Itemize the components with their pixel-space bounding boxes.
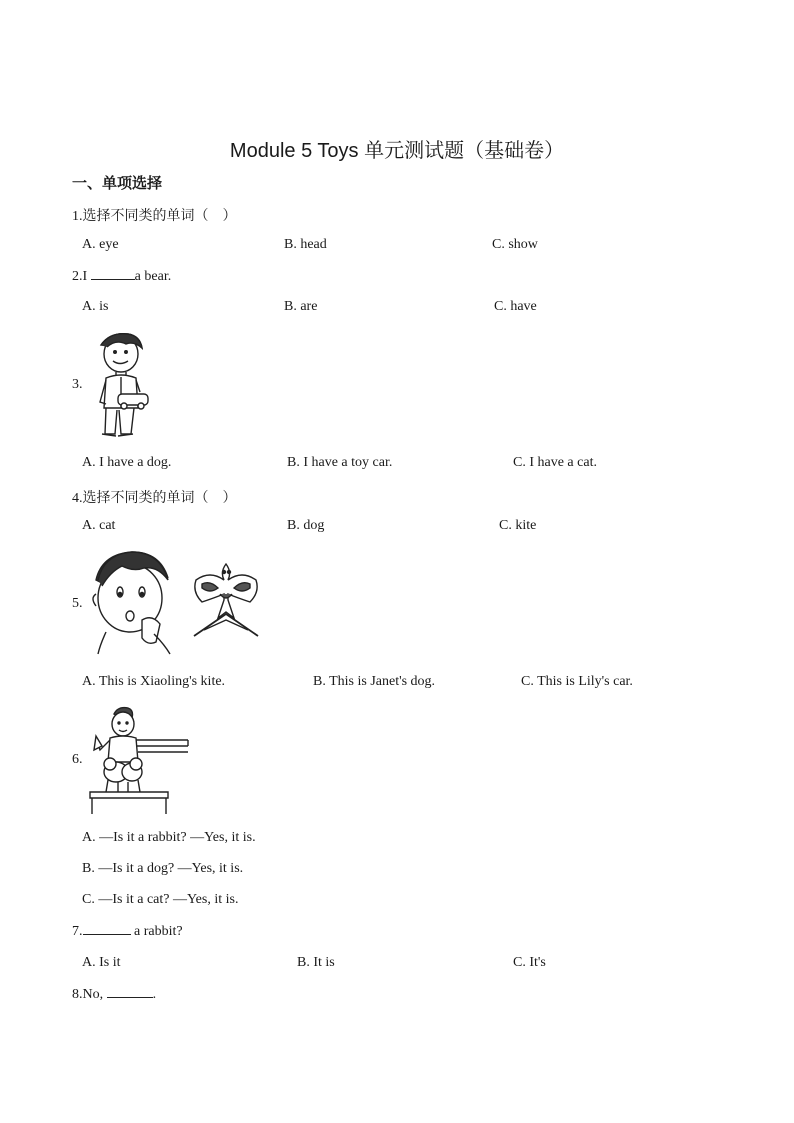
question-2: 2.I a bear. [72, 269, 172, 284]
option-a[interactable]: A. cat [82, 518, 116, 533]
option-b[interactable]: B. It is [297, 955, 335, 970]
boy-with-toy-dog-icon [88, 706, 192, 816]
page-title: Module 5 Toys 单元测试题（基础卷） [229, 140, 565, 162]
question-number: 3. [72, 377, 83, 392]
question-1 [72, 205, 237, 225]
answer-blank[interactable] [107, 996, 153, 998]
section-heading-single-choice: 一、单项选择 [72, 174, 163, 192]
question-number: 8. [72, 987, 83, 1002]
option-c[interactable]: C. This is Lily's car. [521, 674, 633, 689]
question-7: 7. a rabbit? [72, 924, 183, 939]
option-b[interactable]: B. dog [287, 518, 325, 533]
question-number: 4. [72, 491, 83, 506]
answer-blank[interactable] [83, 933, 131, 935]
question-number: 1. [72, 209, 83, 224]
option-b[interactable]: B. are [284, 299, 318, 314]
option-c[interactable]: C. show [492, 237, 538, 252]
option-a[interactable]: A. Is it [82, 955, 121, 970]
option-b[interactable]: B. —Is it a dog? —Yes, it is. [82, 861, 244, 876]
question-number: 2. [72, 269, 83, 284]
question-number: 5. [72, 596, 83, 611]
option-a[interactable]: A. —Is it a rabbit? —Yes, it is. [82, 830, 256, 845]
option-c[interactable]: C. I have a cat. [513, 455, 597, 470]
option-a[interactable]: A. I have a dog. [82, 455, 172, 470]
answer-blank[interactable] [91, 278, 135, 280]
question-8: 8.No, . [72, 987, 157, 1002]
girl-and-kite-icon [90, 550, 265, 655]
question-number: 6. [72, 752, 83, 767]
option-a[interactable]: A. is [82, 299, 109, 314]
option-c[interactable]: C. have [494, 299, 537, 314]
question-text: 选择不同类的单词（ ） [82, 208, 237, 224]
option-b[interactable]: B. This is Janet's dog. [313, 674, 436, 689]
option-a[interactable]: A. This is Xiaoling's kite. [82, 674, 226, 689]
option-c[interactable]: C. kite [499, 518, 537, 533]
option-b[interactable]: B. head [284, 237, 327, 252]
option-a[interactable]: A. eye [82, 237, 119, 252]
question-number: 7. [72, 924, 83, 939]
boy-holding-toy-car-icon [88, 330, 158, 440]
question-text: 选择不同类的单词（ ） [82, 490, 237, 506]
option-c[interactable]: C. It's [513, 955, 546, 970]
question-4 [72, 487, 237, 507]
option-b[interactable]: B. I have a toy car. [287, 455, 393, 470]
option-c[interactable]: C. —Is it a cat? —Yes, it is. [82, 892, 239, 907]
